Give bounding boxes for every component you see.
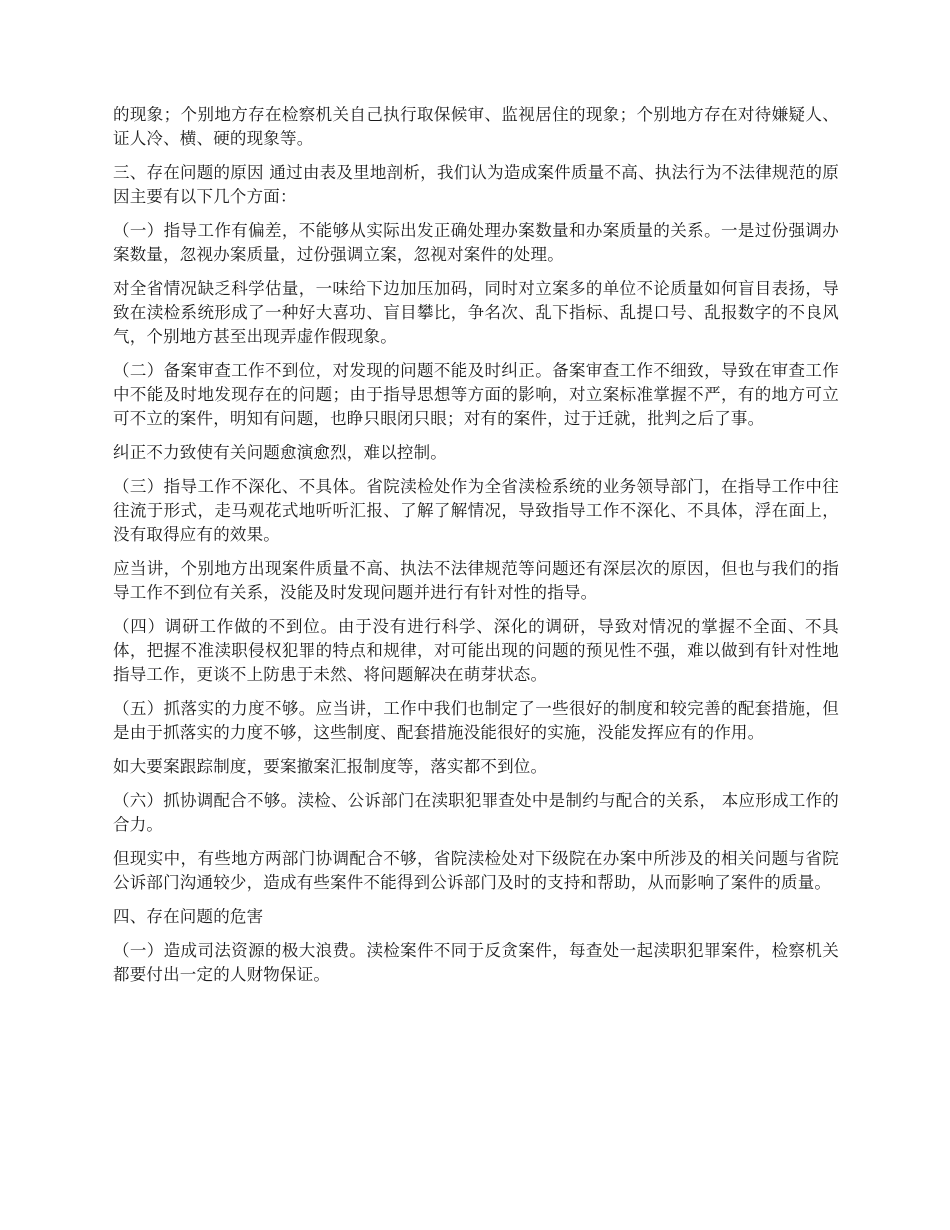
paragraph-15: （一）造成司法资源的极大浪费。渎检案件不同于反贪案件，每查处一起渎职犯罪案件，检察机关都要付出一定的人财物保证。 [113, 941, 839, 984]
paragraph-13: 但现实中，有些地方两部门协调配合不够，省院渎检处对下级院在办案中所涉及的相关问题与省院公诉部门沟通较少，造成有些案件不能得到公诉部门及时的支持和帮助，从而影响了案件的质量。 [113, 849, 839, 892]
paragraph-10: （五）抓落实的力度不够。应当讲，工作中我们也制定了一些很好的制度和较完善的配套措施，但是由于抓落实的力度不够，这些制度、配套措施没能很好的实施，没能发挥应有的作用。 [113, 699, 839, 742]
document-body [113, 103, 839, 997]
paragraph-9: （四）调研工作做的不到位。由于没有进行科学、深化的调研，导致对情况的掌握不全面、不具体，把握不准渎职侵权犯罪的特点和规律，对可能出现的问题的预见性不强，难以做到有针对性地指导工作，更谈不上防患于未然、将问题解决在萌芽状态。 [113, 617, 839, 684]
paragraph-5: （二）备案审查工作不到位，对发现的问题不能及时纠正。备案审查工作不细致，导致在审查工作中不能及时地发现存在的问题；由于指导思想等方面的影响，对立案标准掌握不严，有的地方可立可不立的案件，明知有问题，也睁只眼闭只眼；对有的案件，过于迁就，批判之后了事。 [113, 361, 839, 428]
paragraph-7: （三）指导工作不深化、不具体。省院渎检处作为全省渎检系统的业务领导部门，在指导工作中往往流于形式，走马观花式地听听汇报、了解了解情况，导致指导工作不深化、不具体，浮在面上，没有取得应有的效果。 [113, 477, 839, 544]
paragraph-11: 如大要案跟踪制度，要案撤案汇报制度等，落实都不到位。 [113, 757, 548, 776]
section-heading-harms: 四、存在问题的危害 [113, 907, 264, 926]
paragraph-1: 的现象；个别地方存在检察机关自己执行取保候审、监视居住的现象；个别地方存在对待嫌疑人、证人冷、横、硬的现象等。 [113, 105, 839, 148]
paragraph-6: 纠正不力致使有关问题愈演愈烈，难以控制。 [113, 443, 447, 462]
section-heading-causes: 三、存在问题的原因 通过由表及里地剖析，我们认为造成案件质量不高、执法行为不法律规范的原因主要有以下几个方面： [113, 163, 839, 206]
paragraph-8: 应当讲，个别地方出现案件质量不高、执法不法律规范等问题还有深层次的原因，但也与我们的指导工作不到位有关系，没能及时发现问题并进行有针对性的指导。 [113, 559, 839, 602]
paragraph-12: （六）抓协调配合不够。渎检、公诉部门在渎职犯罪查处中是制约与配合的关系， 本应形成工作的合力。 [113, 791, 839, 834]
paragraph-3: （一）指导工作有偏差，不能够从实际出发正确处理办案数量和办案质量的关系。一是过份强调办案数量，忽视办案质量，过份强调立案，忽视对案件的处理。 [113, 221, 839, 264]
paragraph-4: 对全省情况缺乏科学估量，一味给下边加压加码，同时对立案多的单位不论质量如何盲目表扬，导致在渎检系统形成了一种好大喜功、盲目攀比，争名次、乱下指标、乱提口号、乱报数字的不良风气，个别地方甚至出现弄虚作假现象。 [113, 279, 839, 346]
